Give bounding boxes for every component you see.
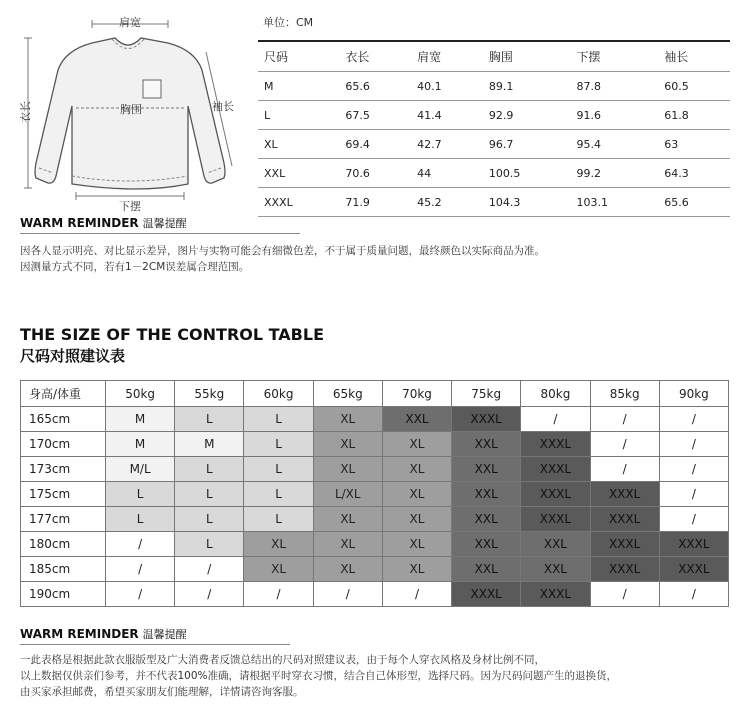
spec-cell: 67.5 (339, 101, 411, 130)
grid-size-cell: / (590, 432, 659, 457)
spec-header-hem: 下摆 (571, 41, 659, 72)
reminder-2-title (20, 626, 187, 642)
reminder-2-title-cn: 温馨提醒 (142, 628, 187, 641)
spec-header-shoulder: 肩宽 (411, 41, 483, 72)
grid-height-label: 185cm (21, 557, 106, 582)
spec-cell: 70.6 (339, 159, 411, 188)
grid-height-label: 170cm (21, 432, 106, 457)
grid-height-label: 175cm (21, 482, 106, 507)
grid-size-cell: / (659, 457, 728, 482)
grid-size-cell: XXXL (452, 582, 521, 607)
spec-cell: 64.3 (658, 159, 730, 188)
reminder-2-line-3: 由买家承担邮费，希望买家朋友们能理解，详情请咨询客服。 (20, 686, 304, 698)
grid-size-cell: L (244, 407, 313, 432)
grid-weight-header: 75kg (452, 381, 521, 407)
grid-size-cell: / (521, 407, 590, 432)
reminder-2-line-2: 以上数据仅供亲们参考，并不代表100%准确，请根据平时穿衣习惯，结合自己体形型，选择尺码。因为尺码问题产生的退换货， (20, 670, 618, 682)
grid-size-cell: L (244, 432, 313, 457)
grid-size-cell: XL (382, 532, 451, 557)
grid-size-cell: / (659, 482, 728, 507)
grid-size-cell: XXL (521, 532, 590, 557)
spec-cell: XL (258, 130, 339, 159)
grid-size-cell: XXL (452, 507, 521, 532)
grid-size-cell: / (175, 557, 244, 582)
grid-corner-label: 身高/体重 (21, 381, 106, 407)
grid-size-cell: XXXL (590, 557, 659, 582)
grid-size-cell: XXXL (590, 507, 659, 532)
grid-height-label: 180cm (21, 532, 106, 557)
grid-weight-header: 85kg (590, 381, 659, 407)
spec-header-sleeve: 袖长 (658, 41, 730, 72)
grid-size-cell: XXL (521, 557, 590, 582)
grid-size-cell: XXXL (452, 407, 521, 432)
grid-size-cell: XL (313, 507, 382, 532)
grid-row (21, 582, 729, 607)
reminder-1-line-2: 因测量方式不同，若有1－2CM误差属合理范围。 (20, 261, 250, 273)
grid-body (21, 407, 729, 607)
spec-cell: 41.4 (411, 101, 483, 130)
spec-body (258, 72, 730, 217)
spec-cell: 69.4 (339, 130, 411, 159)
spec-cell: M (258, 72, 339, 101)
grid-size-cell: XXXL (521, 582, 590, 607)
grid-size-cell: XXL (382, 407, 451, 432)
grid-size-cell: / (313, 582, 382, 607)
grid-size-cell: L (106, 507, 175, 532)
spec-cell: 99.2 (571, 159, 659, 188)
label-hem: 下摆 (119, 200, 141, 213)
grid-size-cell: L (175, 457, 244, 482)
grid-size-cell: XL (313, 407, 382, 432)
grid-row (21, 532, 729, 557)
spec-cell: 61.8 (658, 101, 730, 130)
spec-header-length: 衣长 (339, 41, 411, 72)
grid-size-cell: / (659, 407, 728, 432)
grid-header-row (21, 381, 729, 407)
label-chest: 胸围 (120, 103, 142, 116)
grid-weight-header: 70kg (382, 381, 451, 407)
grid-size-cell: XXXL (590, 482, 659, 507)
grid-size-cell: L/XL (313, 482, 382, 507)
spec-cell: 89.1 (483, 72, 571, 101)
spec-header-chest: 胸围 (483, 41, 571, 72)
spec-cell: 65.6 (339, 72, 411, 101)
grid-size-cell: / (244, 582, 313, 607)
grid-size-cell: / (106, 582, 175, 607)
grid-size-cell: XXXL (659, 532, 728, 557)
grid-size-cell: XXL (452, 432, 521, 457)
grid-size-cell: / (106, 557, 175, 582)
grid-row (21, 457, 729, 482)
grid-height-label: 165cm (21, 407, 106, 432)
spec-cell: 40.1 (411, 72, 483, 101)
spec-cell: 91.6 (571, 101, 659, 130)
grid-size-cell: XXXL (521, 432, 590, 457)
grid-size-cell: L (175, 532, 244, 557)
size-diagram (19, 8, 255, 213)
spec-cell: L (258, 101, 339, 130)
grid-size-cell: / (659, 507, 728, 532)
grid-row (21, 557, 729, 582)
size-spec-table (258, 40, 730, 217)
reminder-2-divider (20, 644, 290, 645)
grid-size-cell: L (244, 457, 313, 482)
grid-size-cell: / (106, 532, 175, 557)
spec-header-size: 尺码 (258, 41, 339, 72)
spec-cell: XXXL (258, 188, 339, 217)
spec-row (258, 188, 730, 217)
grid-row (21, 507, 729, 532)
grid-weight-header: 50kg (106, 381, 175, 407)
spec-cell: 44 (411, 159, 483, 188)
grid-size-cell: XXL (452, 457, 521, 482)
spec-cell: 42.7 (411, 130, 483, 159)
spec-header-row (258, 41, 730, 72)
spec-cell: 71.9 (339, 188, 411, 217)
reminder-1-title-cn: 温馨提醒 (142, 217, 187, 230)
grid-height-label: 173cm (21, 457, 106, 482)
grid-size-cell: XXXL (521, 482, 590, 507)
grid-size-cell: XL (244, 532, 313, 557)
grid-size-cell: / (590, 457, 659, 482)
grid-size-cell: / (382, 582, 451, 607)
spec-row (258, 101, 730, 130)
spec-cell: 63 (658, 130, 730, 159)
spec-row (258, 130, 730, 159)
size-table-title-cn: 尺码对照建议表 (20, 347, 126, 365)
reminder-2-title-en: WARM REMINDER (20, 627, 139, 641)
grid-size-cell: L (175, 407, 244, 432)
grid-size-cell: XXXL (521, 457, 590, 482)
grid-size-cell: XXL (452, 482, 521, 507)
spec-cell: 45.2 (411, 188, 483, 217)
reminder-1-divider (20, 233, 300, 234)
grid-height-label: 177cm (21, 507, 106, 532)
spec-cell: 103.1 (571, 188, 659, 217)
grid-size-cell: XXXL (521, 507, 590, 532)
spec-cell: 60.5 (658, 72, 730, 101)
grid-size-cell: M (106, 407, 175, 432)
spec-cell: 96.7 (483, 130, 571, 159)
spec-cell: XXL (258, 159, 339, 188)
reminder-1-line-1: 因各人显示明亮、对比显示差异，图片与实物可能会有细微色差，不于属于质量问题，最终颜色以实际商品为准。 (20, 245, 545, 257)
label-sleeve: 袖长 (212, 100, 234, 113)
label-shoulder: 肩宽 (119, 16, 141, 29)
size-recommendation-table (20, 380, 729, 607)
label-length: 衣长 (19, 101, 32, 123)
grid-size-cell: / (590, 407, 659, 432)
spec-row (258, 159, 730, 188)
grid-size-cell: XL (382, 457, 451, 482)
grid-size-cell: XXXL (659, 557, 728, 582)
reminder-1-title-en: WARM REMINDER (20, 216, 139, 230)
grid-size-cell: L (106, 482, 175, 507)
grid-size-cell: M/L (106, 457, 175, 482)
grid-size-cell: L (175, 507, 244, 532)
unit-label: 单位：CM (263, 16, 314, 29)
grid-row (21, 482, 729, 507)
grid-weight-header: 90kg (659, 381, 728, 407)
grid-size-cell: XL (244, 557, 313, 582)
reminder-2-text (20, 652, 617, 700)
grid-size-cell: XL (313, 432, 382, 457)
grid-size-cell: XL (382, 557, 451, 582)
spec-cell: 104.3 (483, 188, 571, 217)
grid-row (21, 407, 729, 432)
reminder-1-title (20, 215, 187, 231)
grid-size-cell: / (659, 432, 728, 457)
grid-size-cell: XL (382, 507, 451, 532)
grid-size-cell: / (175, 582, 244, 607)
grid-size-cell: XXL (452, 557, 521, 582)
grid-size-cell: L (175, 482, 244, 507)
grid-size-cell: L (244, 507, 313, 532)
grid-weight-header: 60kg (244, 381, 313, 407)
spec-row (258, 72, 730, 101)
grid-weight-header: 55kg (175, 381, 244, 407)
grid-weight-header: 80kg (521, 381, 590, 407)
reminder-1-text (20, 243, 545, 275)
spec-cell: 65.6 (658, 188, 730, 217)
grid-row (21, 432, 729, 457)
grid-height-label: 190cm (21, 582, 106, 607)
grid-size-cell: M (106, 432, 175, 457)
grid-size-cell: XXL (452, 532, 521, 557)
grid-size-cell: XXXL (590, 532, 659, 557)
grid-size-cell: XL (382, 482, 451, 507)
grid-size-cell: XL (313, 532, 382, 557)
grid-size-cell: XL (313, 457, 382, 482)
grid-size-cell: XL (382, 432, 451, 457)
spec-cell: 95.4 (571, 130, 659, 159)
grid-size-cell: / (590, 582, 659, 607)
grid-weight-header: 65kg (313, 381, 382, 407)
grid-size-cell: XL (313, 557, 382, 582)
spec-cell: 87.8 (571, 72, 659, 101)
spec-cell: 92.9 (483, 101, 571, 130)
spec-cell: 100.5 (483, 159, 571, 188)
reminder-2-line-1: 一此表格是根据此款衣服版型及广大消费者反馈总结出的尺码对照建议表，由于每个人穿衣风格及身材比例不同， (20, 654, 545, 666)
grid-size-cell: L (244, 482, 313, 507)
grid-size-cell: M (175, 432, 244, 457)
size-table-title-en: THE SIZE OF THE CONTROL TABLE (20, 325, 324, 344)
grid-size-cell: / (659, 582, 728, 607)
